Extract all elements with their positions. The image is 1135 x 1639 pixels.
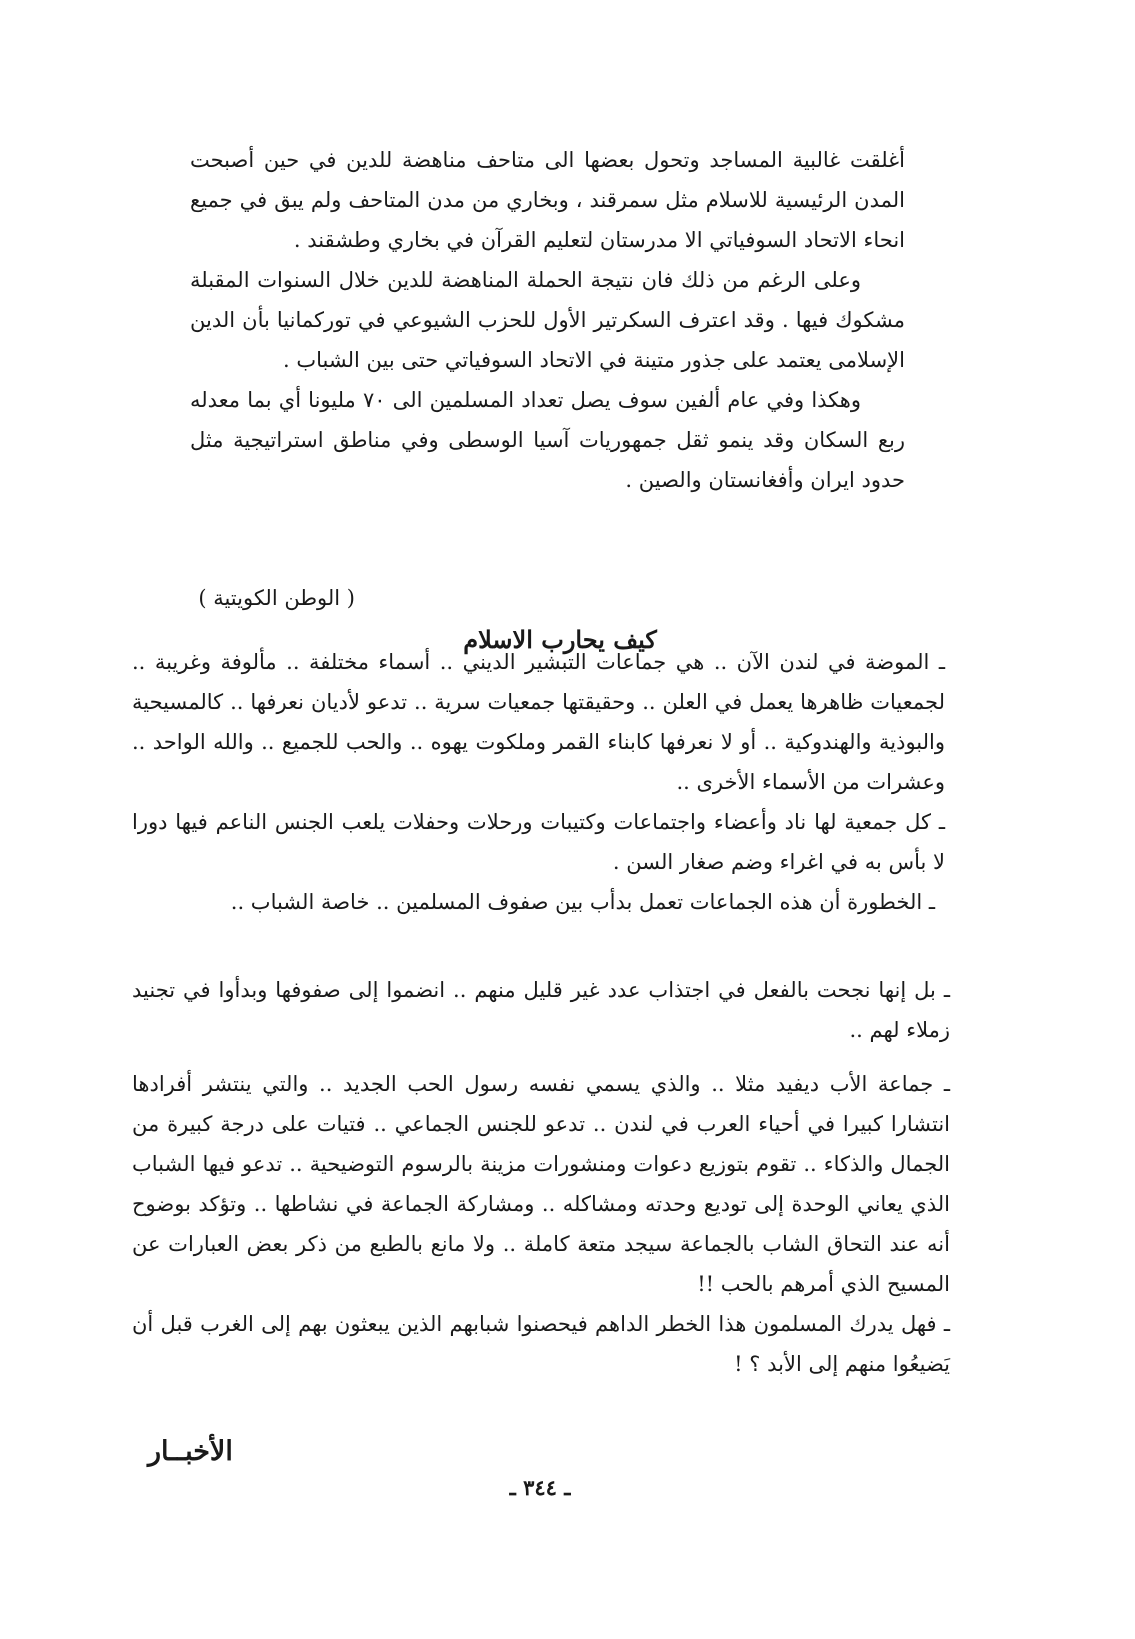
- page-number: ـ ٣٤٤ ـ: [509, 1475, 571, 1500]
- article-2-paragraph-3: ـ الخطورة أن هذه الجماعات تعمل بدأب بين صفوف المسلمين .. خاصة الشباب ..: [230, 890, 935, 914]
- article-1-source: ( الوطن الكويتية ): [198, 586, 355, 610]
- article-1-body: [190, 140, 905, 500]
- article-2-body-top: [132, 642, 945, 922]
- article-2-title: كيف يحارب الاسلام: [463, 625, 657, 654]
- article-2-paragraph-6: ـ فهل يدرك المسلمون هذا الخطر الداهم فيحصنوا شبابهم الذين يبعثون بهم إلى الغرب قبل أن يَضيعُوا منهم إلى الأبد ؟ !: [132, 1312, 950, 1376]
- article-2-paragraph-5: ـ جماعة الأب ديفيد مثلا .. والذي يسمي نفسه رسول الحب الجديد .. والتي ينتشر أفرادها انتشارا كبيرا في أحياء العرب في لندن .. تدعو للجنس الجماعي .. فتيات على درجة كبيرة من الجمال والذكاء .. تقوم بتوزيع دعوات ومنشورات مزينة بالرسوم التوضيحية .. تدعو فيها الشباب الذي يعاني الوحدة إلى توديع وحدته ومشاكله .. ومشاركة الجماعة في نشاطها .. وتؤكد بوضوح أنه عند التحاق الشاب بالجماعة سيجد متعة كاملة .. ولا مانع بالطبع من ذكر بعض العبارات عن المسيح الذي أمرهم بالحب !!: [132, 1072, 950, 1296]
- article-1-paragraph-2: وعلى الرغم من ذلك فان نتيجة الحملة المناهضة للدين خلال السنوات المقبلة مشكوك فيها . وقد اعترف السكرتير الأول للحزب الشيوعي في توركمانيا بأن الدين الإسلامى يعتمد على جذور متينة في الاتحاد السوفياتي حتى بين الشباب .: [190, 268, 905, 372]
- article-2-paragraph-2: ـ كل جمعية لها ناد وأعضاء واجتماعات وكتيبات ورحلات وحفلات يلعب الجنس الناعم فيها دورا لا بأس به في اغراء وضم صغار السن .: [132, 810, 945, 874]
- article-2-paragraph-1: ـ الموضة في لندن الآن .. هي جماعات التبشير الديني .. أسماء مختلفة .. مألوفة وغريبة .. لجمعيات ظاهرها يعمل في العلن .. وحقيقتها جمعيات سرية .. تدعو لأديان نعرفها .. كالمسيحية والبوذية والهندوكية .. أو لا نعرفها كابناء القمر وملكوت يهوه .. والحب للجميع .. والله الواحد .. وعشرات من الأسماء الأخرى ..: [132, 650, 945, 794]
- article-2-paragraph-4: ـ بل إنها نجحت بالفعل في اجتذاب عدد غير قليل منهم .. انضموا إلى صفوفها وبدأوا في تجنيد زملاء لهم ..: [132, 978, 950, 1042]
- article-1-paragraph-3: وهكذا وفي عام ألفين سوف يصل تعداد المسلمين الى ٧٠ مليونا أي بما معدله ربع السكان وقد ينمو ثقل جمهوريات آسيا الوسطى وفي مناطق استراتيجية مثل حدود ايران وأفغانستان والصين .: [190, 388, 905, 492]
- article-2-body-bottom: [132, 970, 950, 1384]
- article-1-paragraph-1: أغلقت غالبية المساجد وتحول بعضها الى متاحف مناهضة للدين في حين أصبحت المدن الرئيسية للاسلام مثل سمرقند ، وبخاري من مدن المتاحف ولم يبق في جميع انحاء الاتحاد السوفياتي الا مدرستان لتعليم القرآن في بخاري وطشقند .: [190, 148, 905, 252]
- article-2-source: الأخبــار: [148, 1436, 233, 1467]
